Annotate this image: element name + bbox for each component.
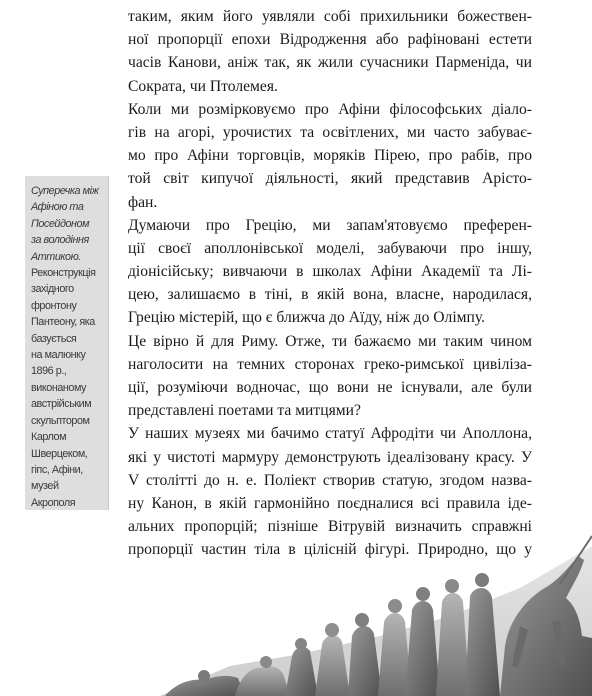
caption-line: Акрополя xyxy=(31,496,76,509)
body-text-line: Це вірно й для Риму. Отже, ти бажаємо ми таким чином xyxy=(128,332,532,350)
body-text-line: альних пропорцій; пізніше Вітрувій визначить справжні xyxy=(128,518,532,536)
caption-line: Суперечка між xyxy=(31,185,99,197)
body-text-line: гів на агорі, урочистих та освітлених, ми часто забуває- xyxy=(128,123,532,141)
caption-line: Карлом xyxy=(31,431,67,444)
body-text xyxy=(128,5,532,562)
body-text-line: Грецію містерій, що є ближча до Аїду, ніж до Олімпу. xyxy=(128,309,486,327)
body-text-line: наголосити на темних сторонах греко-римської цивіліза- xyxy=(128,355,532,373)
body-text-line: часів Канови, аніж так, як жили сучасники Парменіда, чи xyxy=(128,54,532,72)
caption-line: Афіною та xyxy=(31,201,84,214)
body-text-line: цею, залишаємо в тіні, в якій вона, власне, народилася, xyxy=(128,286,532,304)
body-text-line: Сократа, чи Птолемея. xyxy=(128,77,278,95)
image-caption xyxy=(25,176,109,510)
caption-line: гіпс, Афіни, xyxy=(31,463,83,476)
body-text-line: ної пропорції епохи Відродження або рафіновані естети xyxy=(128,31,532,49)
body-text-line: той світ кипучої діяльності, який представив Арісто- xyxy=(128,170,532,188)
body-text-line: Думаючи про Грецію, ми запам'ятовуємо преферен- xyxy=(128,216,532,234)
caption-line: Пантеону, яка xyxy=(31,316,95,329)
caption-line: базується xyxy=(31,332,77,345)
caption-line: Аттикою. xyxy=(31,250,81,263)
body-text-line: ції своєї аполлонівської моделі, забуваючи про іншу, xyxy=(128,239,532,257)
caption-line: за володіння xyxy=(31,234,89,247)
body-text-line: які у чистоті мармуру демонструють ідеалізовану красу. У xyxy=(128,448,532,466)
caption-line: фронтону xyxy=(31,299,77,312)
pediment-sculpture-image xyxy=(0,526,592,696)
caption-line: музей xyxy=(31,480,59,493)
caption-line: виконаному xyxy=(31,381,86,394)
body-text-line: ції, розуміючи водночас, що вони не існували, але були xyxy=(128,379,532,396)
caption-line: західного xyxy=(31,283,74,296)
body-text-line: ну Канон, в якій гармонійно поєдналися всі правила іде- xyxy=(128,494,532,512)
body-text-line: діонісійську; вивчаючи в школах Афіни Академії та Лі- xyxy=(128,263,532,281)
caption-line: Шверцеком, xyxy=(31,447,88,460)
body-text-line: представлені поетами та митцями? xyxy=(128,402,361,420)
body-text-line: мо про Афіни торговців, моряків Пірею, про рабів, про xyxy=(128,147,532,165)
caption-line: на малюнку xyxy=(31,349,86,362)
body-text-line: таким, яким його уявляли собі прихильники божествен- xyxy=(128,8,532,25)
body-text-line: У наших музеях ми бачимо статуї Афродіти чи Аполлона, xyxy=(128,425,532,443)
caption-line: австрійським xyxy=(31,398,92,411)
caption-line: 1896 р., xyxy=(31,365,67,378)
caption-line: Реконструкція xyxy=(31,267,96,280)
caption-line: скульптором xyxy=(31,414,90,427)
body-text-line: пропорції частин тіла в цілісній фігурі. Природно, що у xyxy=(128,541,532,559)
body-text-line: фан. xyxy=(128,193,158,211)
caption-line: Посейдоном xyxy=(31,217,90,230)
body-text-line: V столітті до н. е. Поліект створив статую, згодом назва- xyxy=(128,471,532,489)
body-text-line: Коли ми розмірковуємо про Афіни філософських діало- xyxy=(128,100,532,118)
